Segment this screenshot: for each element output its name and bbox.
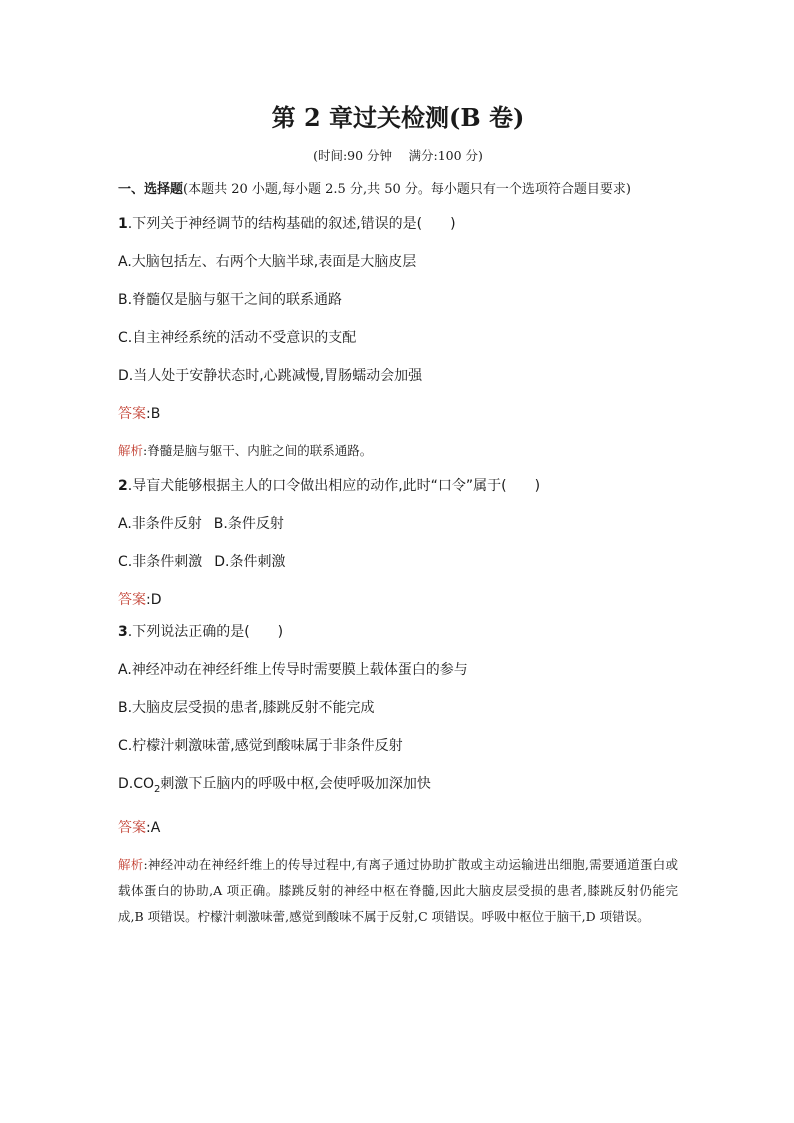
question-2-options-row-1 [118,514,678,534]
question-3-option-c: C.柠檬汁刺激味蕾,感觉到酸味属于非条件反射 [118,738,403,754]
explanation-text: :神经冲动在神经纤维上的传导过程中,有离子通过协助扩散或主动运输进出细胞,需要通道蛋白或载体蛋白的协助,A 项正确。膝跳反射的神经中枢在脊髓,因此大脑皮层受损的患者,膝跳反射仍能完成,B 项错误。柠檬汁刺激味蕾,感觉到酸味不属于反射,C 项错误。呼吸中枢位于脑干,D 项错误。 [118,856,678,924]
question-1-stem [118,214,678,234]
question-2-option-c: C.非条件刺激 [118,554,203,570]
question-bracket: ) [534,478,541,494]
question-3-option-b: B.大脑皮层受损的患者,膝跳反射不能完成 [118,700,375,716]
option-d-subscript: 2 [154,783,161,795]
exam-info: (时间:90 分钟 满分:100 分) [313,148,483,163]
question-text: .下列关于神经调节的结构基础的叙述,错误的是( [127,216,423,232]
question-1-option-a: A.大脑包括左、右两个大脑半球,表面是大脑皮层 [118,254,417,270]
question-number: 2 [118,478,128,494]
section-description: (本题共 20 小题,每小题 2.5 分,共 50 分。每小题只有一个选项符合题目要求) [183,182,631,197]
question-3-option-d [118,774,678,800]
answer-value: :B [146,406,161,422]
question-1-option-c: C.自主神经系统的活动不受意识的支配 [118,330,357,346]
question-3-option-a: A.神经冲动在神经纤维上传导时需要膜上载体蛋白的参与 [118,662,468,678]
question-2-stem [118,476,678,496]
explanation-label: 解析 [118,856,144,872]
page-title: 第 2 章过关检测(B 卷) [271,103,525,132]
question-number: 1 [118,216,128,232]
question-2-answer [118,590,678,610]
answer-label: 答案 [118,592,146,608]
answer-label: 答案 [118,819,146,836]
question-bracket: ) [277,624,284,640]
answer-value: :A [146,819,161,836]
question-1-answer [118,404,678,424]
question-1-option-d: D.当人处于安静状态时,心跳减慢,胃肠蠕动会加强 [118,368,423,384]
question-2-options-row-2 [118,552,678,572]
question-1-explanation [118,438,678,464]
section-title: 一、选择题 [118,182,184,197]
question-3-explanation [118,852,678,930]
question-text: .下列说法正确的是( [127,624,250,640]
question-2-option-d: D.条件刺激 [214,554,286,570]
question-1-option-b: B.脊髓仅是脑与躯干之间的联系通路 [118,292,343,308]
question-text: .导盲犬能够根据主人的口令做出相应的动作,此时“口令”属于( [127,478,507,494]
question-3-stem [118,622,678,642]
question-bracket: ) [450,216,456,232]
answer-label: 答案 [118,406,146,422]
option-d-rest: 刺激下丘脑内的呼吸中枢,会使呼吸加深加快 [160,776,431,792]
section-heading [118,178,678,202]
option-d-prefix: D.CO [118,776,155,792]
explanation-label: 解析 [118,443,144,458]
question-3-answer [118,818,678,838]
question-2-option-a: A.非条件反射 [118,516,202,532]
explanation-text: :脊髓是脑与躯干、内脏之间的联系通路。 [143,443,373,458]
answer-value: :D [146,592,162,608]
question-number: 3 [118,624,128,640]
document-page [118,98,678,930]
question-2-option-b: B.条件反射 [213,516,284,532]
